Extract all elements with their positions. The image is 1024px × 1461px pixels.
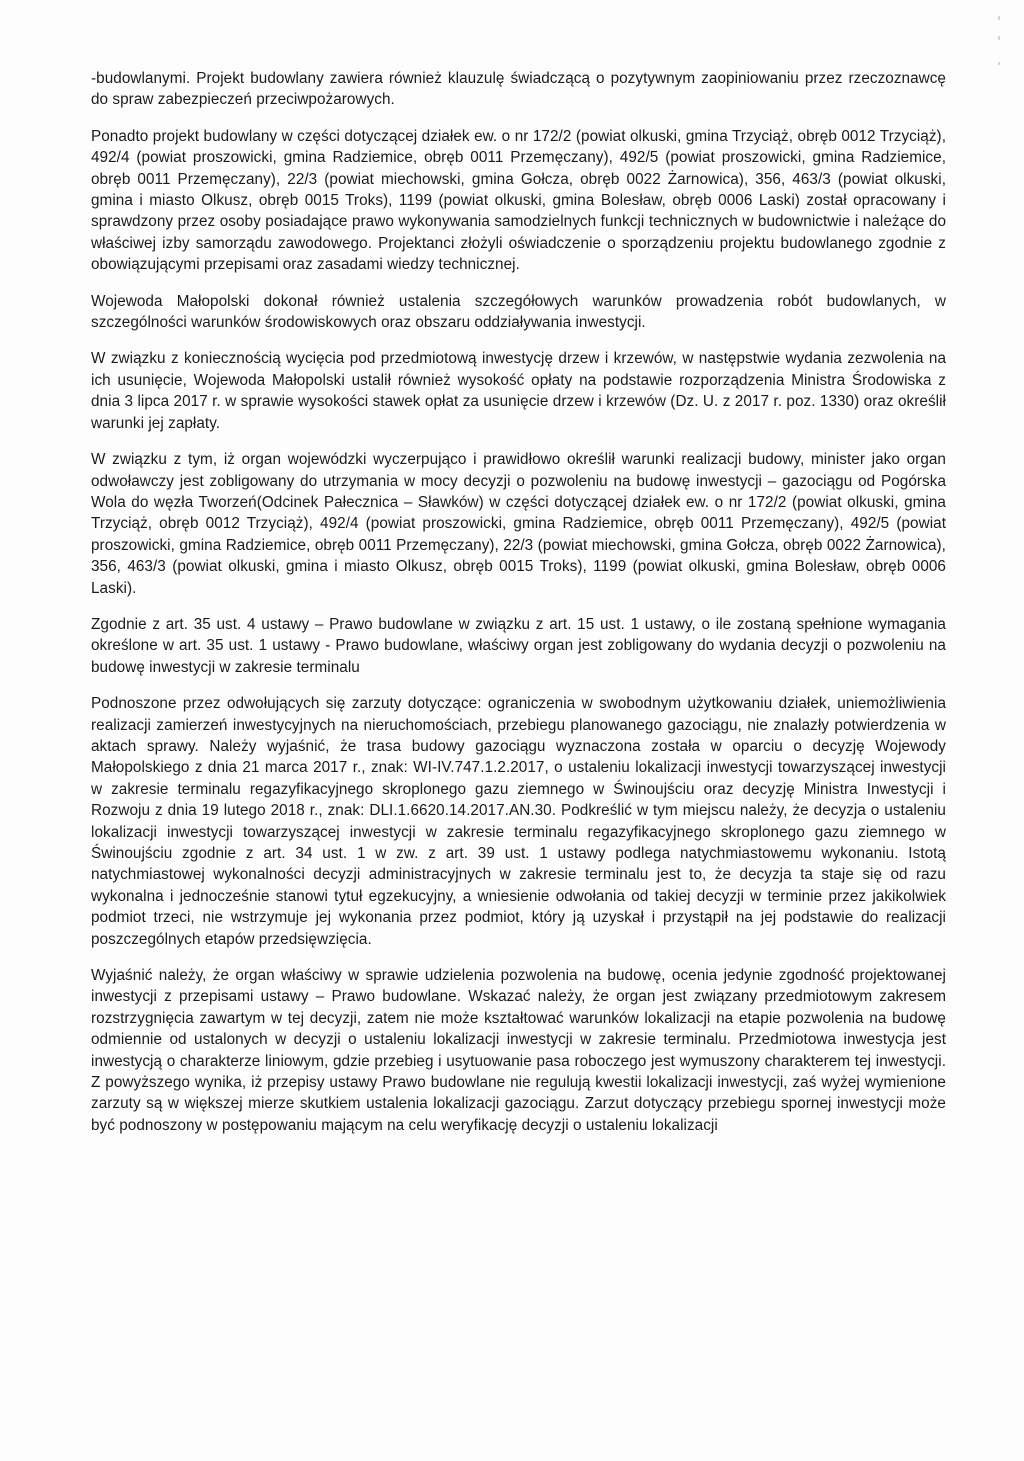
paragraph-tree-removal-fee: W związku z koniecznością wycięcia pod przedmiotową inwestycję drzew i krzewów, w następstwie wydania zezwolenia na ich usunięcie, Wojewoda Małopolski ustalił również wysokość opłaty na podstawie rozporządzenia Ministra Środowiska z dnia 3 lipca 2017 r. w sprawie wysokości stawek opłat za usunięcie drzew i krzewów (Dz. U. z 2017 r. poz. 1330) oraz określił warunki jej zapłaty. <box>91 350 946 432</box>
paragraph-project-verification: Ponadto projekt budowlany w części dotyczącej działek ew. o nr 172/2 (powiat olkuski, gmina Trzyciąż, obręb 0012 Trzyciąż), 492/4 (powiat proszowicki, gmina Radziemice, obręb 0011 Przemęczany), 492/5 (powiat proszowicki, gmina Radziemice, obręb 0011 Przemęczany), 22/3 (powiat miechowski, gmina Gołcza, obręb 0022 Żarnowica), 356, 463/3 (powiat olkuski, gmina i miasto Olkusz, obręb 0015 Troks), 1199 (powiat olkuski, gmina Bolesław, obręb 0006 Laski) został opracowany i sprawdzony przez osoby posiadające prawo wykonywania samodzielnych funkcji technicznych w budownictwie i należące do właściwej izby samorządu zawodowego. Projektanci złożyli oświadczenie o sporządzeniu projektu budowlanego zgodnie z obowiązującymi przepisami oraz zasadami wiedzy technicznej. <box>91 127 946 274</box>
scan-edge-mark <box>998 16 1000 20</box>
paragraph-legal-basis: Zgodnie z art. 35 ust. 4 ustawy – Prawo budowlane w związku z art. 15 ust. 1 ustawy, o ile zostaną spełnione wymagania określone w art. 35 ust. 1 ustawy - Prawo budowlane, właściwy organ jest zobligowany do wydania decyzji o pozwoleniu na budowę inwestycji w zakresie terminalu <box>91 615 946 676</box>
paragraph-authority-scope: Wyjaśnić należy, że organ właściwy w sprawie udzielenia pozwolenia na budowę, ocenia jedynie zgodność projektowanej inwestycji z przepisami ustawy – Prawo budowlane. Wskazać należy, że organ jest związany przedmiotowym zakresem rozstrzygnięcia zawartym w tej decyzji, zatem nie może kształtować warunków lokalizacji na etapie pozwolenia na budowę odmiennie od ustalonych w decyzji o ustaleniu lokalizacji inwestycji w zakresie terminalu. Przedmiotowa inwestycja jest inwestycją o charakterze liniowym, gdzie przebieg i usytuowanie pasa roboczego jest wymuszony charakterem tej inwestycji. Z powyższego wynika, iż przepisy ustawy Prawo budowlane nie regulują kwestii lokalizacji inwestycji, zaś wyżej wymienione zarzuty są w większej mierze skutkiem ustalenia lokalizacji gazociągu. Zarzut dotyczący przebiegu spornej inwestycji może być podnoszony w postępowaniu mającym na celu weryfikację decyzji o ustaleniu lokalizacji <box>91 967 946 1134</box>
paragraph-construction-conditions: Wojewoda Małopolski dokonał również ustalenia szczegółowych warunków prowadzenia robót budowlanych, w szczególności warunków środowiskowych oraz obszaru oddziaływania inwestycji. <box>91 292 946 332</box>
paragraph-fire-safety-clause: -budowlanymi. Projekt budowlany zawiera również klauzulę świadczącą o pozytywnym zaopiniowaniu przez rzeczoznawcę do spraw zabezpieczeń przeciwpożarowych. <box>91 70 946 109</box>
paragraph-decision-upheld: W związku z tym, iż organ wojewódzki wyczerpująco i prawidłowo określił warunki realizacji budowy, minister jako organ odwoławczy jest zobligowany do utrzymania w mocy decyzji o pozwoleniu na budowę inwestycji – gazociągu od Pogórska Wola do węzła Tworzeń(Odcinek Pałecznica – Sławków) w części dotyczącej działek ew. o nr 172/2 (powiat olkuski, gmina Trzyciąż, obręb 0012 Trzyciąż), 492/4 (powiat proszowicki, gmina Radziemice, obręb 0011 Przemęczany), 492/5 (powiat proszowicki, gmina Radziemice, obręb 0011 Przemęczany), 22/3 (powiat miechowski, gmina Gołcza, obręb 0022 Żarnowica), 356, 463/3 (powiat olkuski, gmina i miasto Olkusz, obręb 0015 Troks), 1199 (powiat olkuski, gmina Bolesław, obręb 0006 Laski). <box>91 451 946 597</box>
paragraph-objections-response: Podnoszone przez odwołujących się zarzuty dotyczące: ograniczenia w swobodnym użytkowaniu działek, uniemożliwienia realizacji zamierzeń inwestycyjnych na nieruchomościach, przebiegu planowanego gazociągu, nie znalazły potwierdzenia w aktach sprawy. Należy wyjaśnić, że trasa budowy gazociągu wyznaczona została w oparciu o decyzję Wojewody Małopolskiego z dnia 21 marca 2017 r., znak: WI-IV.747.1.2.2017, o ustaleniu lokalizacji inwestycji towarzyszącej inwestycji w zakresie terminalu regazyfikacyjnego skroplonego gazu ziemnego w Świnoujściu oraz decyzję Ministra Inwestycji i Rozwoju z dnia 19 lutego 2018 r., znak: DLI.1.6620.14.2017.AN.30. Podkreślić w tym miejscu należy, że decyzja o ustaleniu lokalizacji inwestycji towarzyszącej inwestycji w zakresie terminalu regazyfikacyjnego skroplonego gazu ziemnego w Świnoujściu zgodnie z art. 34 ust. 1 w zw. z art. 39 ust. 1 ustawy podlega natychmiastowemu wykonaniu. Istotą natychmiastowej wykonalności decyzji administracyjnych w zakresie terminalu jest to, że decyzja ta staje się od razu wykonalna i jednocześnie stanowi tytuł egzekucyjny, a wniesienie odwołania od takiej decyzji w terminie przez jakikolwiek podmiot trzeci, nie wstrzymuje jej wykonania przez podmiot, który ją uzyskał i przystąpił na jej podstawie do realizacji poszczególnych etapów przedsięwzięcia. <box>91 695 946 948</box>
scan-edge-mark <box>998 62 1000 65</box>
scan-edge-mark <box>998 36 1000 40</box>
